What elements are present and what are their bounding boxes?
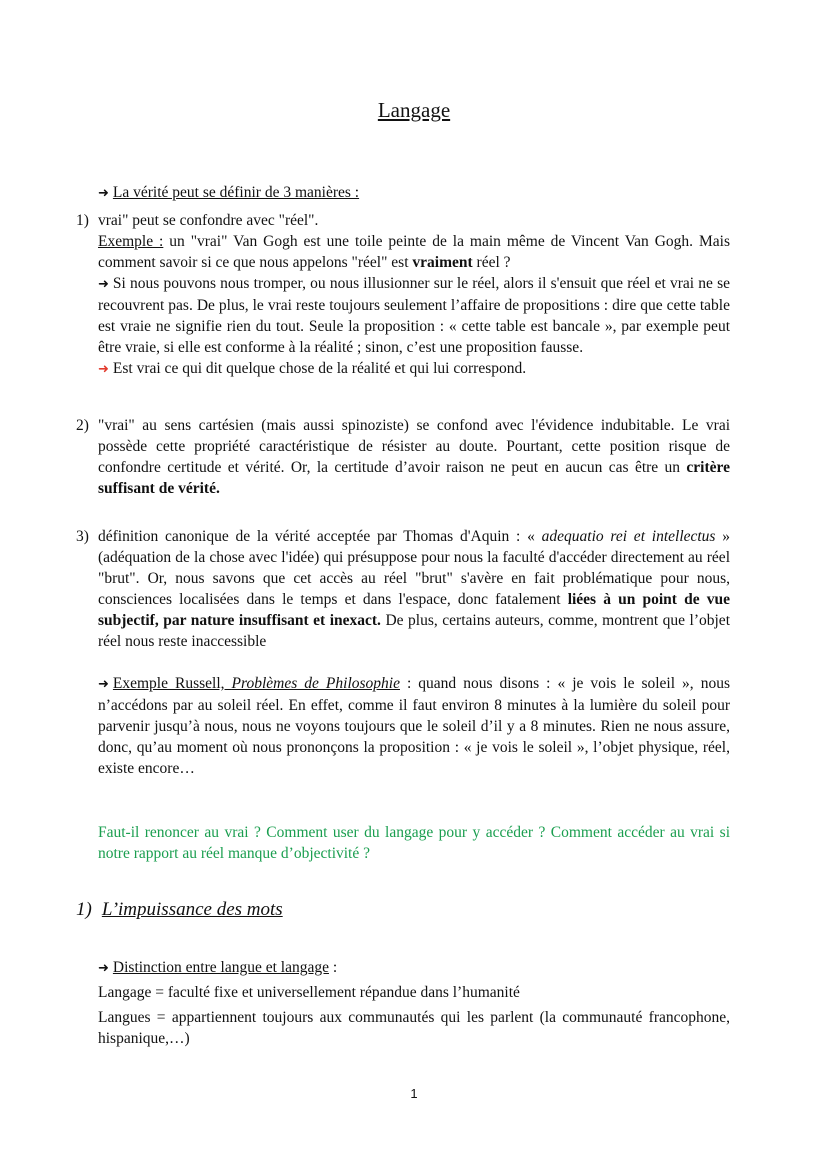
arrow-paragraph-text: Si nous pouvons nous tromper, ou nous illusionner sur le réel, alors il s'ensuit que réel et vrai ne se recouvrent pas. De plus, le vrai reste toujours seulement l’affaire de propositions : dire que cette table est vraie ne signifie rien du tout. Seule la proposition : « cette table est bancale », par exemple peut être vraie, si elle est conforme à la réalité ; sinon, c’est une proposition fausse. — [98, 275, 730, 356]
conclusion-text: Est vrai ce qui dit quelque chose de la réalité et qui lui correspond. — [112, 360, 527, 377]
page-number: 1 — [410, 1086, 418, 1101]
langage-definition: Langage = faculté fixe et universellement répandue dans l’humanité — [98, 984, 520, 1001]
right-arrow-icon: ➜ — [98, 362, 109, 377]
section-heading — [76, 899, 283, 921]
item-3-body-middle: » (adéquation de la chose avec l'idée) qui présuppose pour nous la faculté d'accéder directement au réel "brut". Or, nous savons que cet accès au réel "brut" s'avère en fait problématique pour nous, consciences localisées dans le temps et dans l'espace, donc fatalement — [98, 528, 730, 608]
item-2-bold: critère suffisant de vérité. — [98, 459, 730, 497]
definition-item-2 — [72, 415, 730, 499]
example-label: Exemple : — [98, 233, 164, 250]
item-1-arrow-paragraph — [98, 273, 730, 358]
example-bold: vraiment — [412, 254, 473, 271]
section-number: 1) — [76, 899, 92, 920]
item-2-text — [98, 415, 730, 499]
latin-phrase: adequatio rei et intellectus — [541, 528, 716, 545]
item-3-body-start: définition canonique de la vérité acceptée par Thomas d'Aquin : « — [98, 528, 542, 545]
right-arrow-icon: ➜ — [98, 961, 109, 976]
example-end: réel ? — [472, 254, 511, 271]
distinction-line — [98, 957, 730, 979]
russell-example — [98, 673, 730, 779]
item-3-text — [98, 526, 730, 652]
item-3-bold: liées à un point de vue subjectif, par nature insuffisant et inexact. — [98, 591, 730, 629]
section-title: L’impuissance des mots — [101, 899, 283, 920]
item-1-conclusion — [98, 358, 730, 380]
right-arrow-icon: ➜ — [98, 277, 109, 292]
example-text: un "vrai" Van Gogh est une toile peinte de la main même de Vincent Van Gogh. Mais comment savoir si ce que nous appelons "réel" est — [98, 233, 730, 271]
item-number: 1) — [76, 212, 89, 229]
definition-item-1 — [72, 210, 730, 380]
distinction-colon: : — [328, 959, 338, 976]
item-2-body: "vrai" au sens cartésien (mais aussi spinoziste) se confond avec l'évidence indubitable. Le vrai possède cette propriété caractéristique de résister au doute. Pourtant, cette position risque de confondre certitude et vérité. Or, la certitude d’avoir raison ne peut en aucun cas être un — [98, 417, 730, 476]
page-title: Langage — [377, 98, 451, 122]
right-arrow-icon: ➜ — [98, 186, 109, 201]
russell-label: Exemple Russell, — [112, 675, 232, 692]
right-arrow-icon: ➜ — [98, 677, 109, 692]
langues-definition: Langues = appartiennent toujours aux communautés qui les parlent (la communauté francophone, hispanique,…) — [98, 1009, 730, 1047]
item-number: 3) — [76, 528, 89, 545]
distinction-text: Distinction entre langue et langage — [112, 959, 329, 976]
definition-item-3 — [72, 526, 730, 652]
intro-line — [98, 184, 359, 202]
item-1-example — [98, 231, 730, 273]
item-3-body-end: De plus, certains auteurs, comme, montrent que l’objet réel nous reste inaccessible — [98, 612, 730, 650]
item-number: 2) — [76, 417, 89, 434]
item-1-first-line: vrai" peut se confondre avec "réel". — [98, 212, 319, 229]
intro-text: La vérité peut se définir de 3 manières : — [112, 184, 360, 201]
russell-book-title: Problèmes de Philosophie — [231, 675, 400, 692]
russell-text: : quand nous disons : « je vois le soleil », nous n’accédons par au soleil réel. En effet, comme il faut environ 8 minutes à la lumière du soleil pour parvenir jusqu’à nous, nous ne voyons toujours que le soleil d’il y a 8 minutes. Rien ne nous assure, donc, qu’au moment où nous prononçons la proposition : « je vois le soleil », l’objet physique, réel, existe encore… — [98, 675, 730, 777]
problem-question: Faut-il renoncer au vrai ? Comment user du langage pour y accéder ? Comment accéder au vrai si notre rapport au réel manque d’objectivité ? — [98, 824, 730, 862]
